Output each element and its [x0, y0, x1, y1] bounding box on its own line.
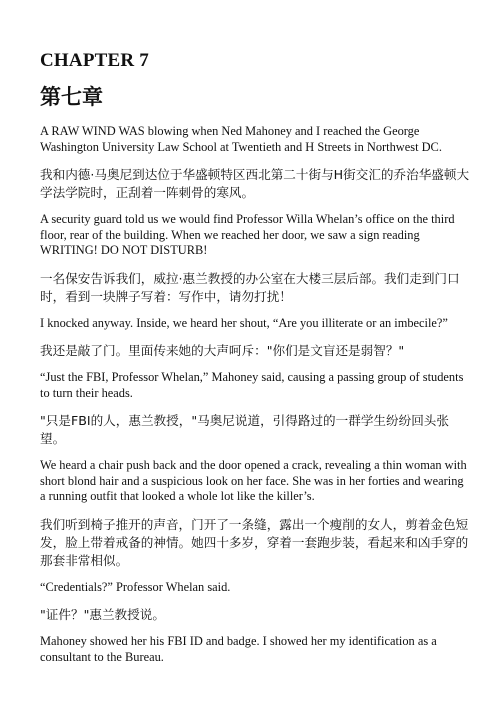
chapter-title-zh: 第七章 — [40, 85, 103, 109]
paragraph-zh-3: 我还是敲了门。里面传来她的大声呵斥："你们是文盲还是弱智？" — [40, 343, 405, 358]
document-page — [40, 50, 470, 676]
paragraph-en-6: “Credentials?” Professor Whelan said. — [40, 579, 231, 594]
paragraph-zh-4: "只是FBI的人，惠兰教授，"马奥尼说道，引得路过的一群学生纷纷回头张望。 — [40, 413, 449, 446]
paragraph-en-5: We heard a chair push back and the door opened a crack, revealing a thin woman with short blond hair and a suspicious look on her face. She was in her forties and wearing a running outfit that looked a whole lot like the killer’s. — [40, 458, 467, 503]
chapter-title-en: CHAPTER 7 — [40, 50, 149, 71]
paragraph-zh-5: 我们听到椅子推开的声音，门开了一条缝，露出一个瘦削的女人，剪着金色短发，脸上带着戒备的神情。她四十多岁，穿着一套跑步装，看起来和凶手穿的那套非常相似。 — [40, 516, 469, 568]
paragraph-zh-1: 我和内德·马奥尼到达位于华盛顿特区西北第二十街与H街交汇的乔治华盛顿大学法学院时，正刮着一阵刺骨的寒风。 — [40, 167, 470, 200]
paragraph-en-3: I knocked anyway. Inside, we heard her shout, “Are you illiterate or an imbecile?” — [40, 315, 448, 330]
paragraph-en-1: A RAW WIND WAS blowing when Ned Mahoney and I reached the George Washington University Law School at Twentieth and H Streets in Northwest DC. — [40, 124, 442, 154]
paragraph-en-2: A security guard told us we would find Professor Willa Whelan’s office on the third floor, rear of the building. When we reached her door, we saw a sign reading WRITING! DO NOT DISTURB! — [40, 212, 455, 257]
paragraph-zh-6: "证件？"惠兰教授说。 — [40, 607, 165, 622]
paragraph-en-7: Mahoney showed her his FBI ID and badge. I showed her my identification as a consultant to the Bureau. — [40, 634, 437, 664]
paragraph-zh-2: 一名保安告诉我们，威拉·惠兰教授的办公室在大楼三层后部。我们走到门口时，看到一块牌子写着：写作中，请勿打扰！ — [40, 270, 460, 304]
paragraph-en-4: “Just the FBI, Professor Whelan,” Mahoney said, causing a passing group of students to turn their heads. — [40, 370, 464, 400]
